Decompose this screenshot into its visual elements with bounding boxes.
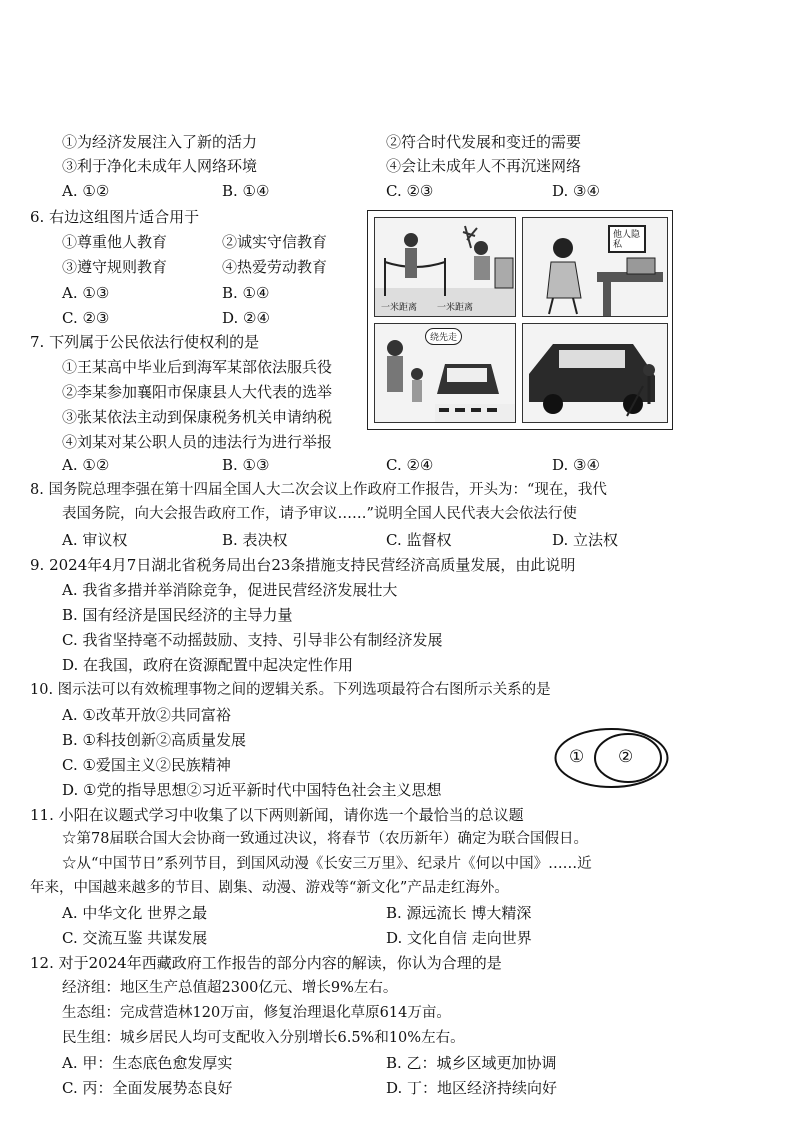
q10-option-a: A. ①改革开放②共同富裕	[62, 706, 231, 724]
venn-label-outer: ①	[569, 747, 585, 767]
panel-label-left: 一米距离	[381, 303, 418, 313]
q11-news-1: ☆第78届联合国大会协商一致通过决议，将春节（农历新年）确定为联合国假日。	[62, 831, 588, 847]
q6-item-1: ①尊重他人教育	[62, 233, 168, 251]
q5-item-2: ②符合时代发展和变迁的需要	[386, 133, 582, 151]
q5-option-b: B. ①④	[222, 182, 270, 200]
comic-panel-privacy	[522, 217, 668, 317]
q11-option-a: A. 中华文化 世界之最	[62, 904, 208, 922]
parking-scene-drawing	[523, 324, 667, 422]
q5-item-1: ①为经济发展注入了新的活力	[62, 133, 258, 151]
privacy-screen-label: 他人隐私	[613, 230, 641, 250]
q12-ecology-line: 生态组：完成营造林120万亩，修复治理退化草原614万亩。	[62, 1005, 451, 1021]
q9-option-c: C. 我省坚持毫不动摇鼓励、支持、引导非公有制经济发展	[62, 631, 443, 649]
comic-panel-queue	[374, 217, 516, 317]
q7-option-a: A. ①②	[62, 456, 110, 474]
q6-stem: 6. 右边这组图片适合用于	[30, 208, 200, 226]
q7-option-c: C. ②④	[386, 456, 434, 474]
q7-item-2: ②李某参加襄阳市保康县人大代表的选举	[62, 383, 333, 401]
q6-item-4: ④热爱劳动教育	[222, 258, 328, 276]
q6-option-c: C. ②③	[62, 309, 110, 327]
q12-option-b: B. 乙：城乡区域更加协调	[386, 1054, 557, 1072]
q7-item-3: ③张某依法主动到保康税务机关申请纳税	[62, 408, 333, 426]
q9-stem: 9. 2024年4月7日湖北省税务局出台23条措施支持民营经济高质量发展，由此说明	[30, 556, 576, 574]
privacy-scene-drawing	[523, 218, 667, 316]
q8-option-b: B. 表决权	[222, 531, 288, 549]
q7-option-d: D. ③④	[552, 456, 600, 474]
q7-option-b: B. ①③	[222, 456, 270, 474]
q8-option-c: C. 监督权	[386, 531, 452, 549]
comic-panel-parking	[522, 323, 668, 423]
q8-option-d: D. 立法权	[552, 531, 619, 549]
q6-option-d: D. ②④	[222, 309, 270, 327]
comic-panel-crosswalk	[374, 323, 516, 423]
q5-item-3: ③利于净化未成年人网络环境	[62, 157, 258, 175]
venn-diagram	[553, 727, 670, 789]
q6-item-2: ②诚实守信教育	[222, 233, 328, 251]
q5-item-4: ④会让未成年人不再沉迷网络	[386, 157, 582, 175]
q9-option-a: A. 我省多措并举消除竞争，促进民营经济发展壮大	[62, 581, 398, 599]
q12-stem: 12. 对于2024年西藏政府工作报告的部分内容的解读，你认为合理的是	[30, 954, 502, 972]
q11-option-d: D. 文化自信 走向世界	[386, 929, 532, 947]
q5-option-a: A. ①②	[62, 182, 110, 200]
q10-option-b: B. ①科技创新②高质量发展	[62, 731, 247, 749]
q12-option-d: D. 丁：地区经济持续向好	[386, 1079, 558, 1097]
q10-option-c: C. ①爱国主义②民族精神	[62, 756, 231, 774]
panel-label-right: 一米距离	[437, 303, 474, 313]
q11-news-2-line-1: ☆从“中国节日”系列节目，到国风动漫《长安三万里》、纪录片《何以中国》……近	[62, 856, 592, 872]
q11-news-2-line-2: 年来，中国越来越多的节目、剧集、动漫、游戏等“新文化”产品走红海外。	[30, 880, 509, 896]
q10-stem: 10. 图示法可以有效梳理事物之间的逻辑关系。下列选项最符合右图所示关系的是	[30, 682, 551, 698]
q7-item-4: ④刘某对某公职人员的违法行为进行举报	[62, 433, 333, 451]
q5-option-c: C. ②③	[386, 182, 434, 200]
q12-economy-line: 经济组：地区生产总值超2300亿元、增长9%左右。	[62, 980, 398, 996]
q9-option-b: B. 国有经济是国民经济的主导力量	[62, 606, 293, 624]
speech-bubble: 绕先走	[425, 328, 462, 345]
q6-option-a: A. ①③	[62, 284, 110, 302]
q7-stem: 7. 下列属于公民依法行使权利的是	[30, 333, 260, 351]
q6-item-3: ③遵守规则教育	[62, 258, 168, 276]
q11-stem: 11. 小阳在议题式学习中收集了以下两则新闻，请你选一个最恰当的总议题	[30, 806, 524, 824]
q11-option-b: B. 源远流长 博大精深	[386, 904, 532, 922]
q5-option-d: D. ③④	[552, 182, 600, 200]
q8-line-1: 8. 国务院总理李强在第十四届全国人大二次会议上作政府工作报告，开头为：“现在，我代	[30, 482, 607, 498]
q10-option-d: D. ①党的指导思想②习近平新时代中国特色社会主义思想	[62, 781, 442, 799]
q11-option-c: C. 交流互鉴 共谋发展	[62, 929, 208, 947]
q8-option-a: A. 审议权	[62, 531, 128, 549]
q12-option-c: C. 丙：全面发展势态良好	[62, 1079, 233, 1097]
comic-illustration	[367, 210, 673, 430]
q6-option-b: B. ①④	[222, 284, 270, 302]
q12-option-a: A. 甲：生态底色愈发厚实	[62, 1054, 233, 1072]
q7-item-1: ①王某高中毕业后到海军某部依法服兵役	[62, 358, 333, 376]
q8-line-2: 表国务院，向大会报告政府工作，请予审议……”说明全国人民代表大会依法行使	[62, 506, 577, 522]
venn-label-inner: ②	[618, 747, 634, 767]
q9-option-d: D. 在我国，政府在资源配置中起决定性作用	[62, 656, 354, 674]
q12-livelihood-line: 民生组：城乡居民人均可支配收入分别增长6.5%和10%左右。	[62, 1030, 465, 1046]
